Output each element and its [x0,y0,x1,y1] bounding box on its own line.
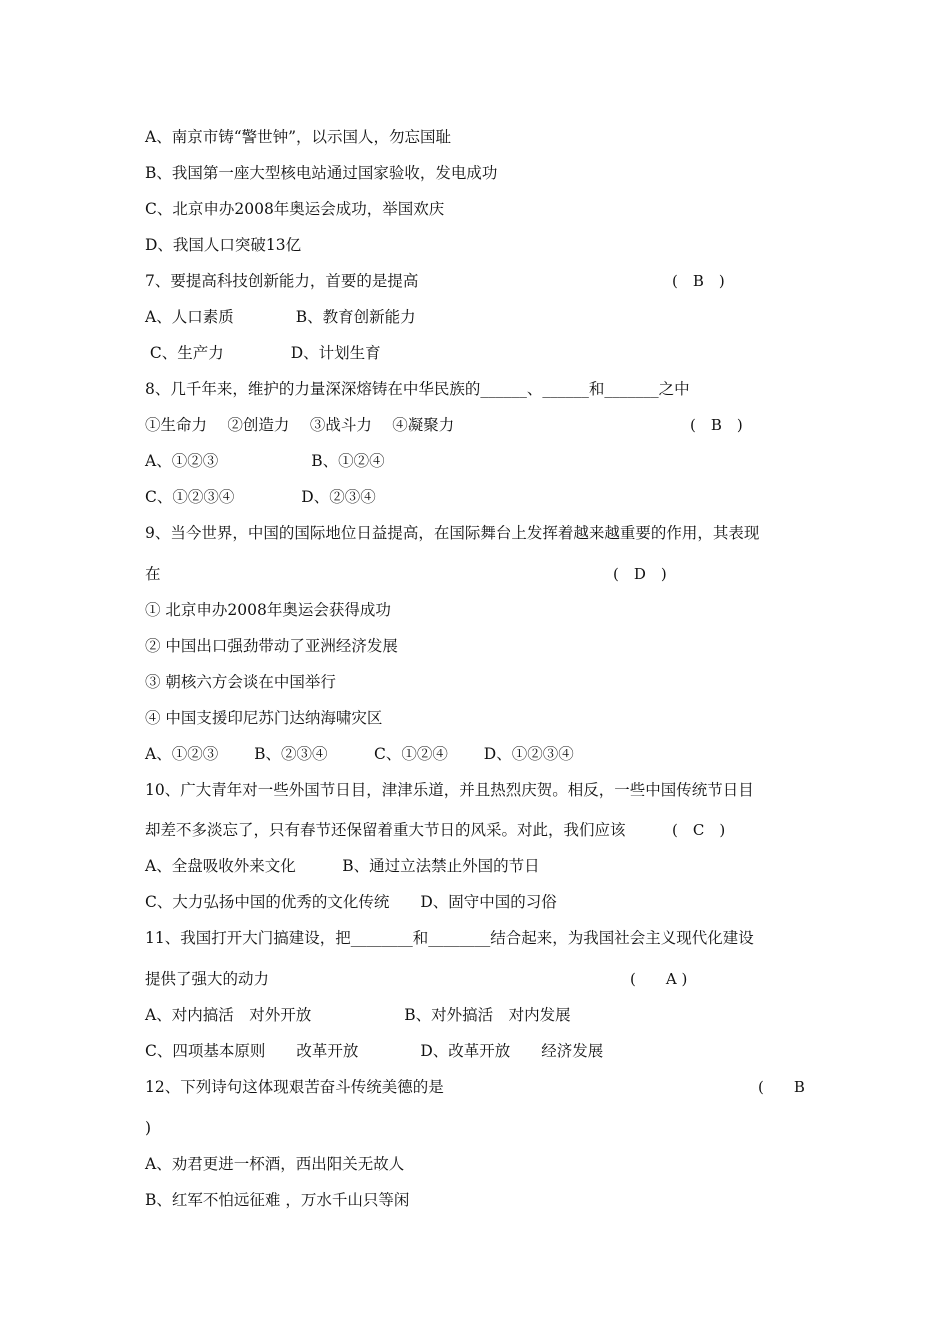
q8-answer: ( B ) [690,416,743,434]
q10-answer: ( C ) [672,821,726,839]
q6-option-a: A、南京市铸“警世钟”，以示国人，勿忘国耻 [145,128,452,146]
q12-answer-close: ) [145,1119,152,1137]
q7-options-row2: C、生产力 D、计划生育 [145,344,381,362]
q12-answer-open: ( B [758,1078,805,1096]
q10-stem-line1: 10、广大青年对一些外国节日目，津津乐道，并且热烈庆贺。相反，一些中国传统节日目 [145,781,754,799]
q9-item-2: ② 中国出口强劲带动了亚洲经济发展 [145,637,398,655]
q11-options-row2: C、四项基本原则 改革开放 D、改革开放 经济发展 [145,1042,604,1060]
q12-stem: 12、下列诗句这体现艰苦奋斗传统美德的是 [145,1078,444,1096]
q12-option-b: B、红军不怕远征难 ，万水千山只等闲 [145,1191,410,1209]
q9-item-4: ④ 中国支援印尼苏门达纳海啸灾区 [145,709,383,727]
q11-stem-line2: 提供了强大的动力 [145,970,270,988]
q7-answer: ( B ) [672,272,725,290]
q11-options-row1: A、对内搞活 对外开放 B、对外搞活 对内发展 [145,1006,571,1024]
q11-answer: ( A ) [630,970,688,988]
q10-options-row1: A、全盘吸收外来文化 B、通过立法禁止外国的节日 [145,857,540,875]
q6-option-b: B、我国第一座大型核电站通过国家验收，发电成功 [145,164,498,182]
q6-option-c: C、北京申办2008年奥运会成功，举国欢庆 [145,200,445,218]
q11-stem-line1: 11、我国打开大门搞建设，把________和________结合起来，为我国社会主义现代化建设 [145,929,754,947]
q10-options-row2: C、大力弘扬中国的优秀的文化传统 D、固守中国的习俗 [145,893,557,911]
q8-options-row2: C、①②③④ D、②③④ [145,488,376,506]
q9-stem-line2: 在 [145,565,161,583]
q8-options-row1: A、①②③ B、①②④ [145,452,385,470]
q7-options-row1: A、人口素质 B、教育创新能力 [145,308,416,326]
q9-item-1: ① 北京申办2008年奥运会获得成功 [145,601,391,619]
q8-items: ①生命力 ②创造力 ③战斗力 ④凝聚力 [145,416,455,434]
q9-answer: ( D ) [613,565,667,583]
q9-stem-line1: 9、当今世界，中国的国际地位日益提高，在国际舞台上发挥着越来越重要的作用，其表现 [145,524,760,542]
q12-option-a: A、劝君更进一杯酒，西出阳关无故人 [145,1155,405,1173]
q6-option-d: D、我国人口突破13亿 [145,236,302,254]
q8-stem: 8、几千年来，维护的力量深深熔铸在中华民族的______、______和_______之中 [145,380,690,398]
q9-item-3: ③ 朝核六方会谈在中国举行 [145,673,336,691]
q7-stem: 7、要提高科技创新能力，首要的是提高 [145,272,419,290]
q9-options: A、①②③ B、②③④ C、①②④ D、①②③④ [145,745,574,763]
q10-stem-line2: 却差不多淡忘了，只有春节还保留着重大节日的风采。对此，我们应该 [145,821,626,839]
